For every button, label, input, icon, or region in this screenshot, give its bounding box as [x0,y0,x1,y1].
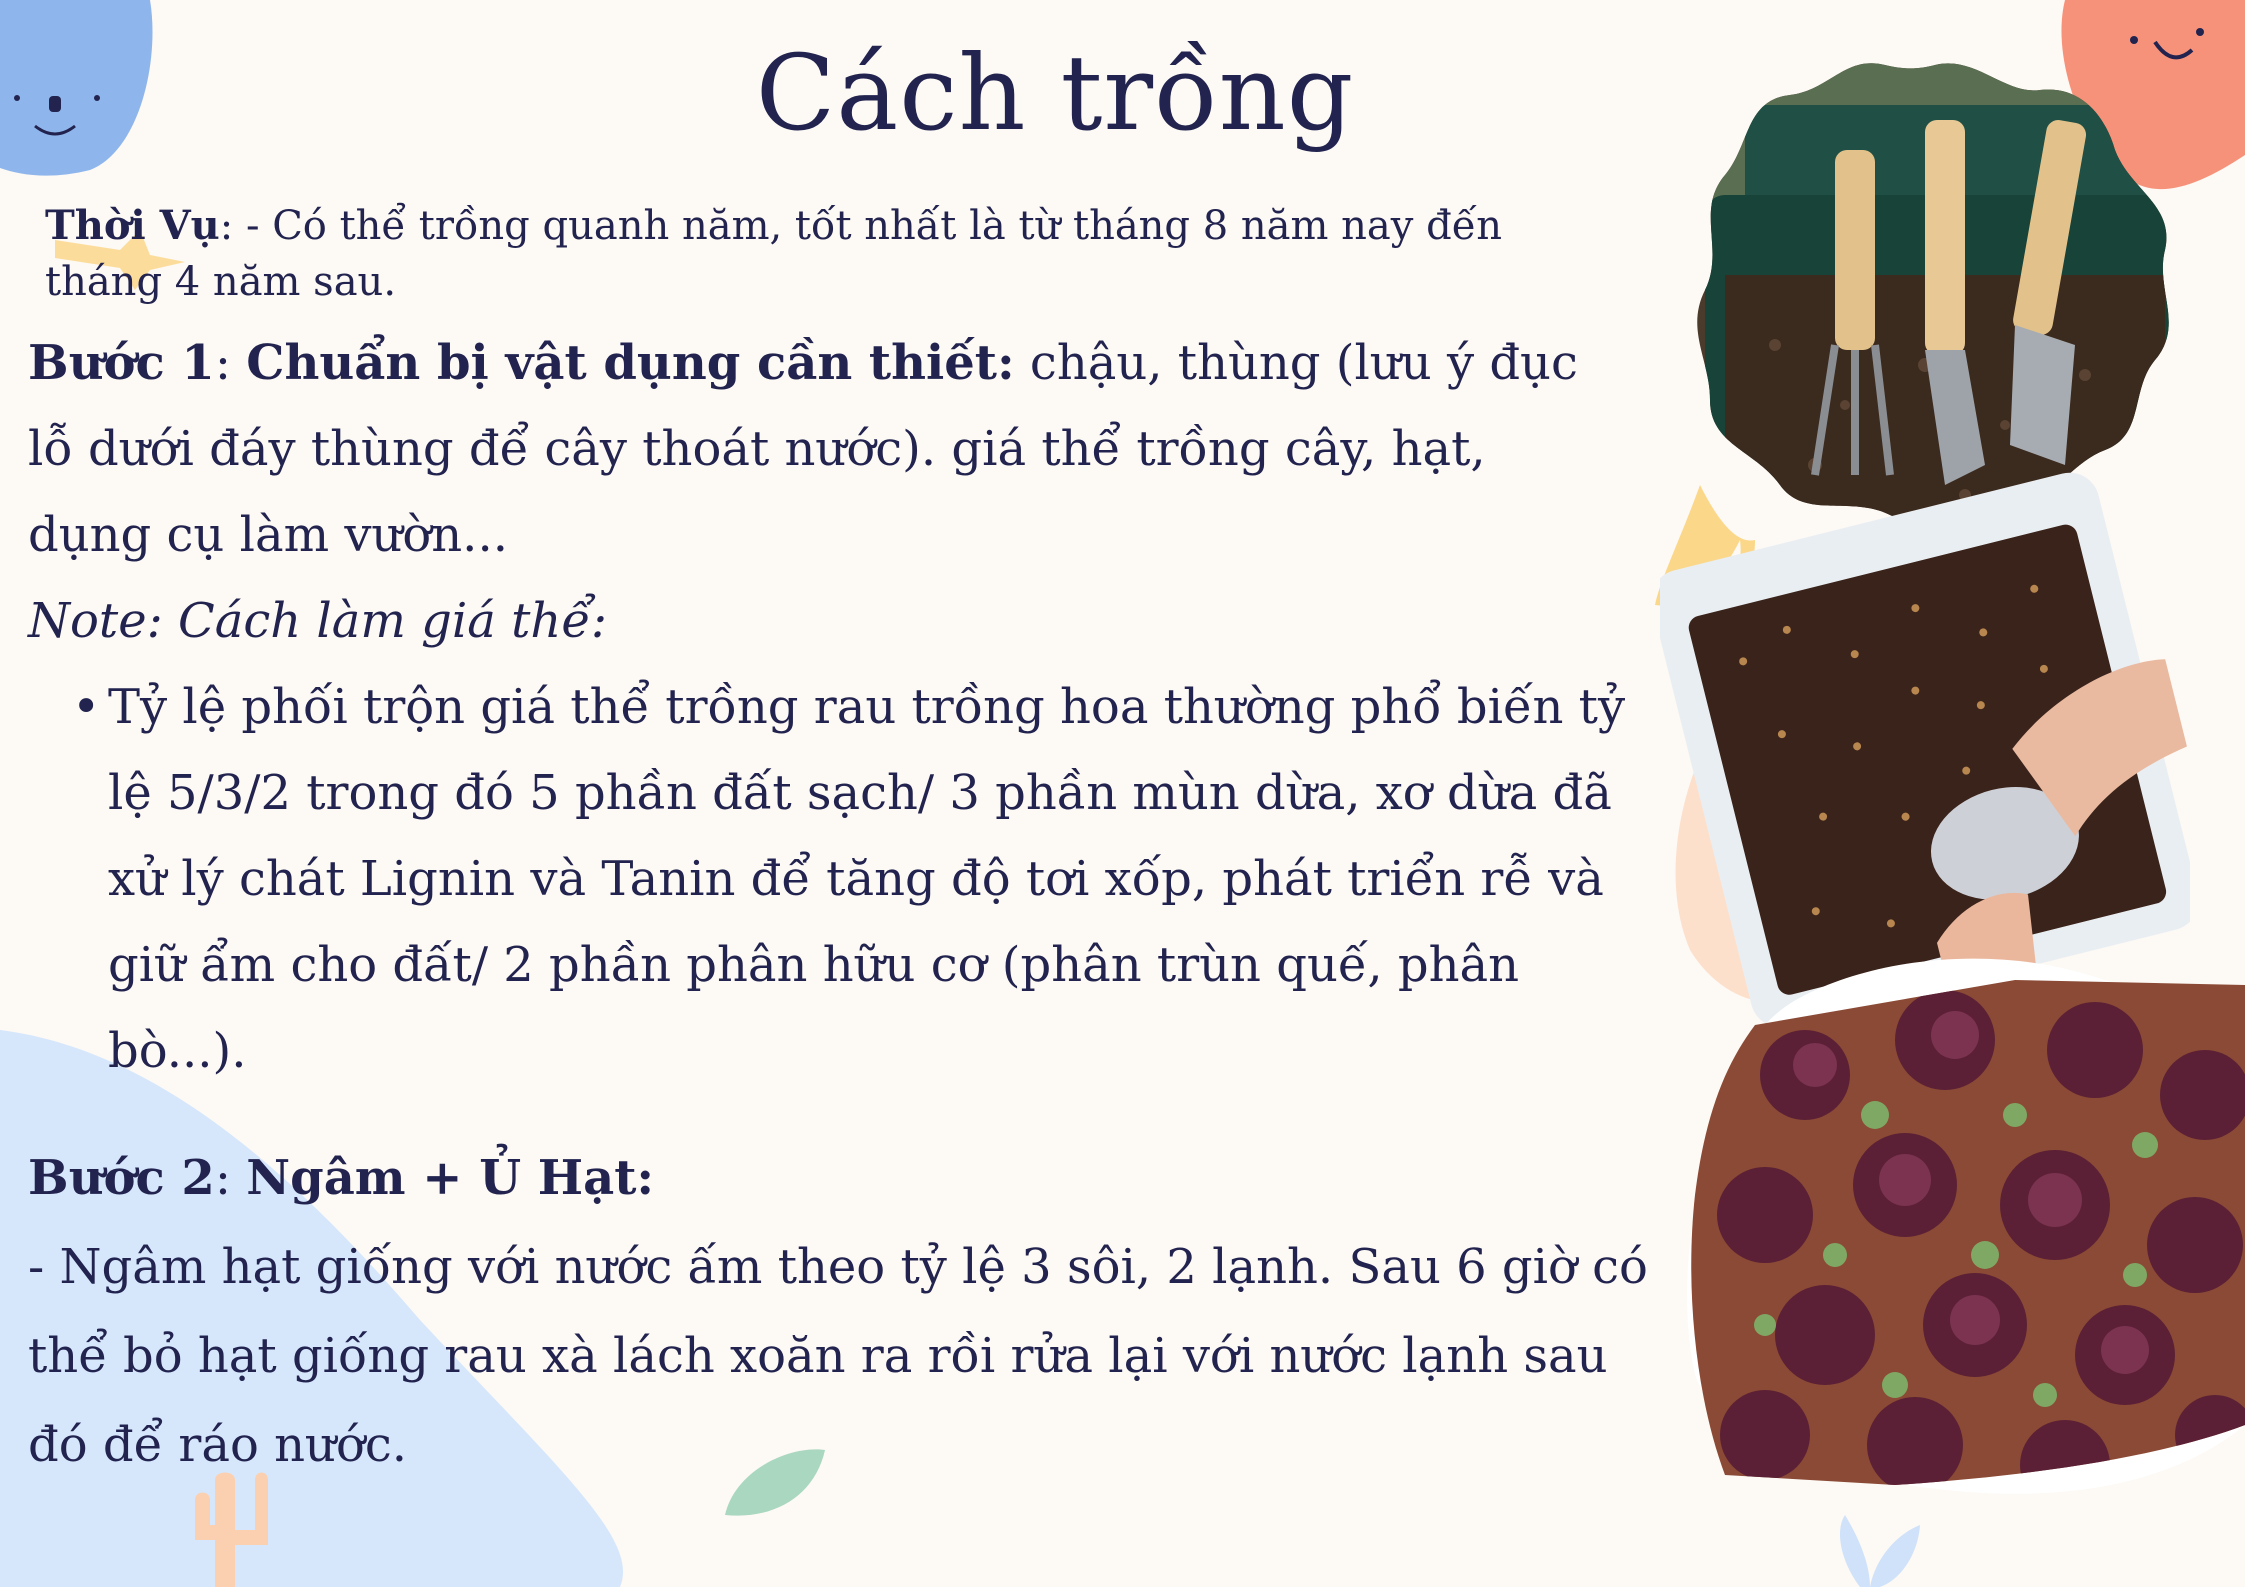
step2-label: Bước 2 [28,1150,215,1206]
step2-text: - Ngâm hạt giống với nước ấm theo tỷ lệ 3 sôi, 2 lạnh. Sau 6 giờ có thể bỏ hạt giống rau xà lách xoăn ra rồi rửa lại với nước lạnh sau đó để ráo nước. [28,1239,1648,1473]
mix-ratio-text: Tỷ lệ phối trộn giá thể trồng rau trồng hoa thường phổ biến tỷ lệ 5/3/2 trong đó 5 phần đất sạch/ 3 phần mùn dừa, xơ dừa đã xử lý chát Lignin và Tanin để tăng độ tơi xốp, phát triển rễ và giữ ẩm cho đất/ 2 phần phân hữu cơ (phân trùn quế, phân bò...). [108,679,1626,1079]
step2-separator: : [214,1150,247,1206]
mix-ratio-list [62,664,1648,1094]
step2-heading-line [28,1135,654,1221]
sowing-seeds-photo [1660,470,2190,1030]
season-text: : - Có thể trồng quanh năm, tốt nhất là từ tháng 8 năm nay đến tháng 4 năm sau. [45,203,1503,305]
step1-text: chậu, thùng (lưu ý đục lỗ dưới đáy thùng để cây thoát nước). giá thể trồng cây, hạt, dụng cụ làm vườn... [28,335,1578,563]
bullet-dot: • [72,679,101,735]
step1-paragraph [28,320,1608,578]
step1-label: Bước 1 [28,335,215,391]
step1-heading: Chuẩn bị vật dụng cần thiết: [246,335,1015,391]
list-item [72,664,1648,1094]
step1-separator: : [214,335,247,391]
blue-leaf-decoration [1840,1515,1920,1587]
season-paragraph [45,198,1575,310]
lettuce-field-photo [1685,955,2245,1505]
season-label: Thời Vụ [45,202,220,249]
step2-heading: Ngâm + Ủ Hạt: [246,1150,655,1206]
note-heading: Note: Cách làm giá thể: [28,593,608,649]
page-title: Cách trồng [755,32,1355,154]
